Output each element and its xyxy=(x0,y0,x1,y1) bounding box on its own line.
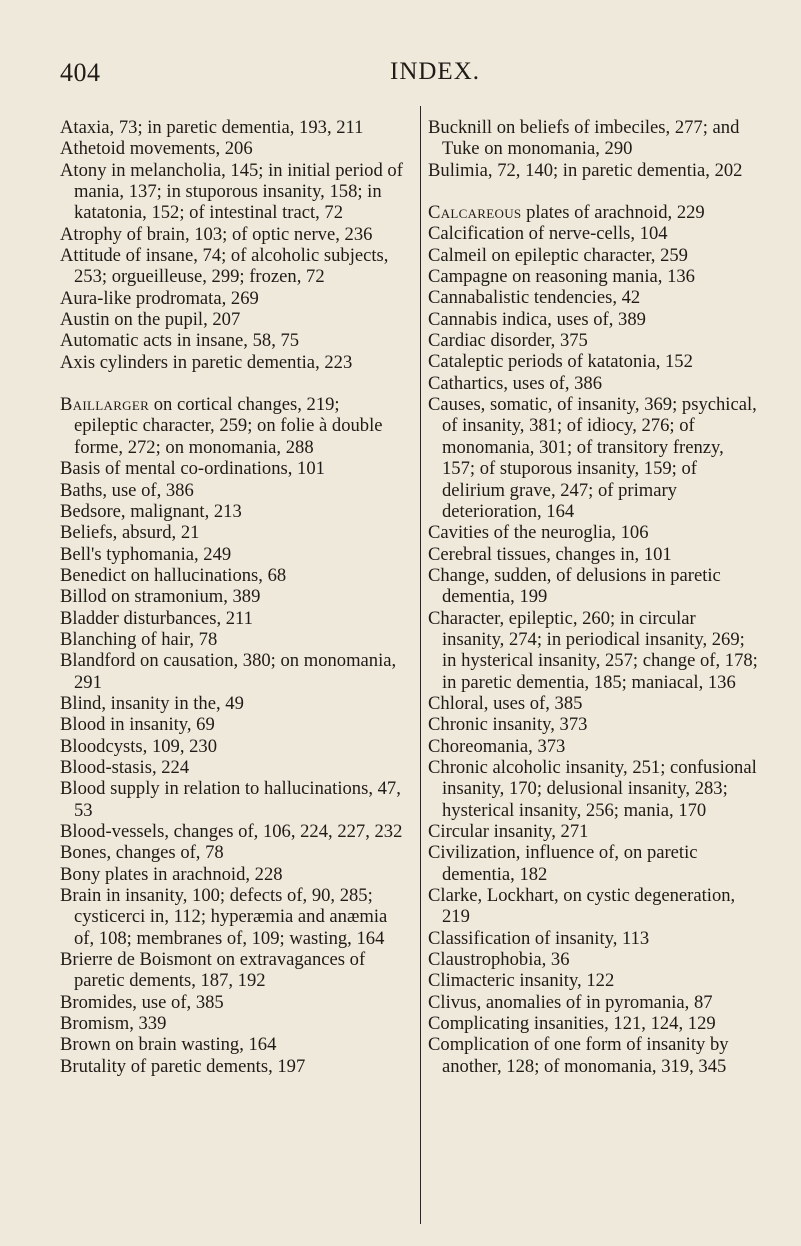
index-entry-text: Atrophy of brain, 103; of optic nerve, 236 xyxy=(60,223,373,245)
running-title: INDEX. xyxy=(390,58,481,85)
index-entry-text: Change, sudden, of delusions in paretic dementia, 199 xyxy=(428,564,721,608)
index-entry xyxy=(60,714,405,735)
index-entry-text: Blind, insanity in the, 49 xyxy=(60,692,244,714)
index-entry-text: Baths, use of, 386 xyxy=(60,479,194,501)
index-entry-text: Bedsore, malignant, 213 xyxy=(60,500,242,522)
index-entry xyxy=(428,992,758,1013)
index-entry xyxy=(60,842,405,863)
index-entry-text: Cannabis indica, uses of, 389 xyxy=(428,308,646,330)
index-entry xyxy=(428,1013,758,1034)
index-entry xyxy=(428,565,758,608)
index-entry xyxy=(428,949,758,970)
index-entry-text: Benedict on hallucinations, 68 xyxy=(60,564,287,586)
index-entry xyxy=(60,458,405,479)
index-entry-lead: Baillarger xyxy=(60,394,150,416)
index-entry xyxy=(60,309,405,330)
index-entry-text: Chloral, uses of, 385 xyxy=(428,692,583,714)
index-entry-text: Bony plates in arachnoid, 228 xyxy=(60,863,283,885)
index-entry xyxy=(428,223,758,244)
column-divider xyxy=(420,106,421,1224)
index-entry xyxy=(428,757,758,821)
index-entry-text: Beliefs, absurd, 21 xyxy=(60,522,200,544)
index-entry-text: Brown on brain wasting, 164 xyxy=(60,1034,277,1056)
index-entry-text: Complicating insanities, 121, 124, 129 xyxy=(428,1013,716,1035)
index-entry-text: Campagne on reasoning mania, 136 xyxy=(428,266,695,288)
index-entry-text: Ataxia, 73; in paretic dementia, 193, 211 xyxy=(60,117,364,138)
index-entry-text: Athetoid movements, 206 xyxy=(60,138,253,160)
index-entry-text: Clivus, anomalies of in pyromania, 87 xyxy=(428,991,713,1013)
index-entry xyxy=(60,586,405,607)
index-entry-text: Blood-stasis, 224 xyxy=(60,756,190,778)
index-entry xyxy=(428,202,758,223)
index-entry xyxy=(428,885,758,928)
index-entry-text: Cathartics, uses of, 386 xyxy=(428,372,603,394)
index-entry-text: Blandford on causation, 380; on monomania, 291 xyxy=(60,650,397,693)
index-entry-text: Bucknill on beliefs of imbeciles, 277; and Tuke on monomania, 290 xyxy=(428,117,740,160)
index-entry xyxy=(428,693,758,714)
index-entry xyxy=(60,352,405,373)
index-entry-text: Basis of mental co-ordinations, 101 xyxy=(60,458,325,480)
index-entry xyxy=(60,821,405,842)
index-entry xyxy=(60,245,405,288)
index-entry xyxy=(428,160,758,181)
index-entry-text: Brutality of paretic dements, 197 xyxy=(60,1055,306,1077)
index-entry xyxy=(428,309,758,330)
index-entry-text: Blood supply in relation to hallucinations, 47, 53 xyxy=(60,778,401,821)
index-entry-text: Calmeil on epileptic character, 259 xyxy=(428,244,688,266)
index-entry-text: Climacteric insanity, 122 xyxy=(428,970,615,992)
index-entry-text: Cardiac disorder, 375 xyxy=(428,330,588,352)
index-entry xyxy=(60,544,405,565)
index-entry xyxy=(60,1034,405,1055)
index-entry-text: Aura-like prodromata, 269 xyxy=(60,287,259,309)
index-entry xyxy=(60,1013,405,1034)
index-entry xyxy=(60,160,405,224)
index-entry-text: Cavities of the neuroglia, 106 xyxy=(428,522,649,544)
index-entry xyxy=(60,885,405,949)
index-entry-text: Bulimia, 72, 140; in paretic dementia, 202 xyxy=(428,159,743,181)
index-entry-text: Blanching of hair, 78 xyxy=(60,628,218,650)
index-entry xyxy=(60,693,405,714)
index-entry xyxy=(428,117,758,160)
index-entry xyxy=(428,821,758,842)
index-entry-text: Bloodcysts, 109, 230 xyxy=(60,735,218,757)
index-entry xyxy=(428,544,758,565)
index-entry-text: Chronic insanity, 373 xyxy=(428,714,588,736)
index-entry-text: Bromides, use of, 385 xyxy=(60,991,224,1013)
index-entry-text: plates of arachnoid, 229 xyxy=(521,202,705,224)
index-entry xyxy=(428,373,758,394)
index-entry-text: on cortical changes, 219; epileptic character, 259; on folie à double forme, 272; on monomania, 288 xyxy=(74,394,383,458)
index-entry xyxy=(60,522,405,543)
index-entry xyxy=(60,864,405,885)
index-entry-text: Complication of one form of insanity by another, 128; of monomania, 319, 345 xyxy=(428,1034,729,1077)
index-entry xyxy=(428,266,758,287)
index-entry xyxy=(60,224,405,245)
index-entry xyxy=(428,394,758,522)
index-entry-text: Bones, changes of, 78 xyxy=(60,842,224,864)
index-entry-text: Brain in insanity, 100; defects of, 90, 285; cysticerci in, 112; hyperæmia and anæmia of, 108; membranes of, 109; wasting, 164 xyxy=(60,885,388,949)
index-entry-text: Claustrophobia, 36 xyxy=(428,949,570,971)
index-entry xyxy=(60,138,405,159)
index-entry xyxy=(60,757,405,778)
index-column-right xyxy=(428,117,758,1077)
index-entry xyxy=(60,608,405,629)
index-entry-text: Austin on the pupil, 207 xyxy=(60,309,241,331)
index-entry xyxy=(428,351,758,372)
index-entry xyxy=(428,287,758,308)
index-entry xyxy=(428,928,758,949)
index-entry xyxy=(60,565,405,586)
index-entry xyxy=(60,736,405,757)
index-entry xyxy=(60,394,405,458)
index-entry-text: Causes, somatic, of insanity, 369; psychical, of insanity, 381; of idiocy, 276; of monomania, 301; of transitory frenzy, 157; of stuporous insanity, 159; of delirium grave, 247; of primary deterioration, 164 xyxy=(428,394,757,522)
index-entry-text: Brierre de Boismont on extravagances of paretic dements, 187, 192 xyxy=(60,949,366,992)
index-entry xyxy=(428,330,758,351)
index-entry xyxy=(428,245,758,266)
index-entry-text: Atony in melancholia, 145; in initial period of mania, 137; in stuporous insanity, 158; in katatonia, 152; of intestinal tract, 72 xyxy=(60,159,403,224)
index-entry-text: Bell's typhomania, 249 xyxy=(60,543,232,565)
index-entry xyxy=(428,736,758,757)
index-entry xyxy=(60,480,405,501)
index-entry xyxy=(60,1056,405,1077)
page-header xyxy=(60,58,760,98)
index-entry-text: Attitude of insane, 74; of alcoholic subjects, 253; orgueilleuse, 299; frozen, 72 xyxy=(60,245,389,288)
index-entry xyxy=(428,1034,758,1077)
index-entry-text: Blood-vessels, changes of, 106, 224, 227, 232 xyxy=(60,821,403,842)
index-entry xyxy=(428,608,758,693)
index-entry xyxy=(60,650,405,693)
index-entry-text: Blood in insanity, 69 xyxy=(60,714,215,736)
index-entry xyxy=(60,992,405,1013)
index-entry-text: Bladder disturbances, 211 xyxy=(60,607,253,629)
index-entry xyxy=(60,117,405,138)
index-entry xyxy=(60,501,405,522)
index-entry-text: Chronic alcoholic insanity, 251; confusional insanity, 170; delusional insanity, 283; hysterical insanity, 256; mania, 170 xyxy=(428,756,757,821)
index-entry xyxy=(428,714,758,735)
index-entry-text: Billod on stramonium, 389 xyxy=(60,586,261,608)
index-entry xyxy=(428,842,758,885)
index-entry xyxy=(60,330,405,351)
page-number: 404 xyxy=(60,58,101,87)
index-entry-text: Clarke, Lockhart, on cystic degeneration, 219 xyxy=(428,885,736,928)
index-entry-text: Circular insanity, 271 xyxy=(428,821,589,842)
index-entry-text: Character, epileptic, 260; in circular insanity, 274; in periodical insanity, 269; in hysterical insanity, 257; change of, 178; in paretic dementia, 185; maniacal, 136 xyxy=(428,607,758,693)
index-entry-text: Bromism, 339 xyxy=(60,1013,167,1035)
index-entry xyxy=(60,778,405,821)
index-entry-lead: Calcareous xyxy=(428,202,522,224)
index-entry-text: Classification of insanity, 113 xyxy=(428,927,650,949)
index-entry-text: Automatic acts in insane, 58, 75 xyxy=(60,330,300,352)
index-entry-text: Choreomania, 373 xyxy=(428,735,566,757)
index-entry-text: Cerebral tissues, changes in, 101 xyxy=(428,543,672,565)
index-entry-text: Axis cylinders in paretic dementia, 223 xyxy=(60,351,353,373)
index-entry-text: Cataleptic periods of katatonia, 152 xyxy=(428,351,693,373)
index-entry xyxy=(60,949,405,992)
index-entry xyxy=(60,288,405,309)
index-entry xyxy=(428,970,758,991)
index-entry xyxy=(428,522,758,543)
index-entry xyxy=(60,629,405,650)
index-column-left xyxy=(60,117,405,1077)
index-entry-text: Civilization, influence of, on paretic dementia, 182 xyxy=(428,842,698,885)
index-entry-text: Calcification of nerve-cells, 104 xyxy=(428,223,668,245)
index-entry-text: Cannabalistic tendencies, 42 xyxy=(428,287,641,309)
